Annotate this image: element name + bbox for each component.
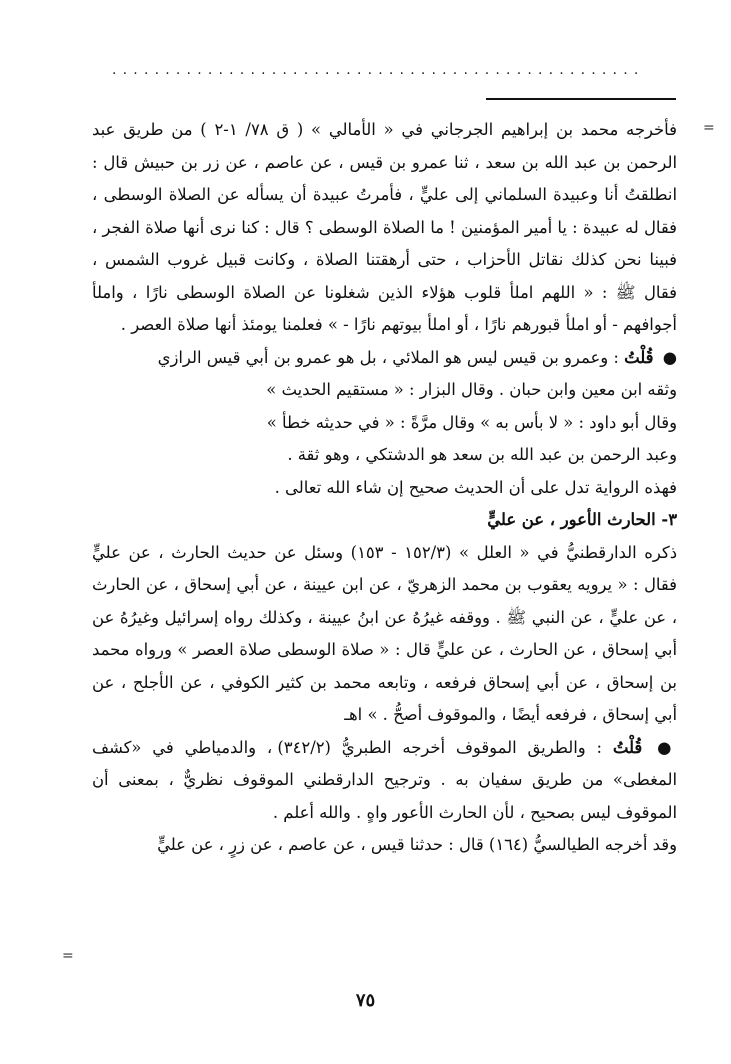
footnote-separator-rule bbox=[486, 98, 676, 100]
note-text: : والطريق الموقوف أخرجه الطبريُّ (٣٤٢/٢) ، والدمياطي في «كشف المغطى» من طريق سفيان به . وترجيح الدارقطني الموقوف نظريٌّ ، بمعنى أن الموقوف ليس بصحيح ، لأن الحارث الأعور واهٍ . والله أعلم . bbox=[92, 737, 677, 822]
note-label: قُلْتُ bbox=[612, 737, 643, 757]
margin-mark-bottom: = bbox=[62, 948, 74, 964]
line-1: وثقه ابن معين وابن حبان . وقال البزار : « مستقيم الحديث » bbox=[266, 380, 677, 399]
line-4: فهذه الرواية تدل على أن الحديث صحيح إن شاء الله تعالى . bbox=[274, 477, 677, 497]
last-line: وقد أخرجه الطيالسيُّ (١٦٤) قال : حدثنا قيس ، عن عاصم ، عن زرٍ ، عن عليٍّ bbox=[157, 835, 677, 854]
section-title: الحارث الأعور ، عن عليٍّ bbox=[487, 510, 656, 529]
top-dotted-rule: .................................................. bbox=[112, 62, 645, 78]
line-3: وعبد الرحمن بن عبد الله بن سعد هو الدشتكي ، وهو ثقة . bbox=[287, 445, 677, 464]
paragraph-1: فأخرجه محمد بن إبراهيم الجرجاني في « الأمالي » ( ق ٧٨/ ١-٢ ) من طريق عبد الرحمن بن عبد الله بن سعد ، ثنا عمرو بن قيس ، عن عاصم ، عن زر بن حبيش قال : انطلقتُ أنا وعبيدة السلماني إلى عليٍّ ، فأمرتُ عبيدة أن يسأله عن الصلاة الوسطى ، فقال له عبيدة : يا أمير المؤمنين ! ما الصلاة الوسطى ؟ قال : كنا نرى أنها صلاة الفجر ، فبينا نحن كذلك نقاتل الأحزاب ، حتى أرهقتنا الصلاة ، وكانت قبيل غروب الشمس ، فقال ﷺ : « اللهم املأ قلوب هؤلاء الذين شغلونا عن الصلاة الوسطى نارًا ، واملأ أجوافهم - أو املأ قبورهم نارًا ، أو املأ بيوتهم نارًا - » فعلمنا يومئذ أنها صلاة العصر . bbox=[92, 120, 677, 334]
section-number: ٣- bbox=[661, 510, 677, 529]
margin-mark-top: = bbox=[703, 120, 715, 136]
line-2: وقال أبو داود : « لا بأس به » وقال مرَّةً : « في حديثه خطأ » bbox=[266, 412, 677, 432]
bullet-icon: ● bbox=[657, 737, 677, 757]
note-2 bbox=[92, 732, 677, 830]
bullet-icon: ● bbox=[662, 347, 677, 367]
note-1 bbox=[92, 342, 677, 375]
paragraph-2: ذكره الدارقطنيُّ في « العلل » (١٥٢/٣ - ١٥٣) وسئل عن حديث الحارث ، عن عليٍّ فقال : « يرويه يعقوب بن محمد الزهريّ ، عن ابن عيينة ، عن أبي إسحاق ، عن الحارث ، عن عليٍّ ، عن النبي ﷺ . ووقفه غيرُهُ عن ابنُ عيينة ، وكذلك رواه إسرائيل وغيرُهُ عن أبي إسحاق ، عن الحارث ، عن عليٍّ قال : « صلاة الوسطى صلاة العصر » ورواه محمد بن إسحاق ، عن أبي إسحاق فرفعه ، وتابعه محمد بن كثير الكوفي ، عن الأجلح ، عن أبي إسحاق ، فرفعه أيضًا ، والموقوف أصحُّ . » اهـ bbox=[92, 542, 678, 724]
page-body bbox=[92, 114, 677, 862]
page-number: ٧٥ bbox=[355, 990, 376, 1011]
note-text: : وعمرو بن قيس ليس هو الملائي ، بل هو عمرو بن أبي قيس الرازي bbox=[157, 347, 619, 367]
note-label: قُلْتُ bbox=[624, 347, 654, 367]
section-heading bbox=[92, 504, 677, 537]
